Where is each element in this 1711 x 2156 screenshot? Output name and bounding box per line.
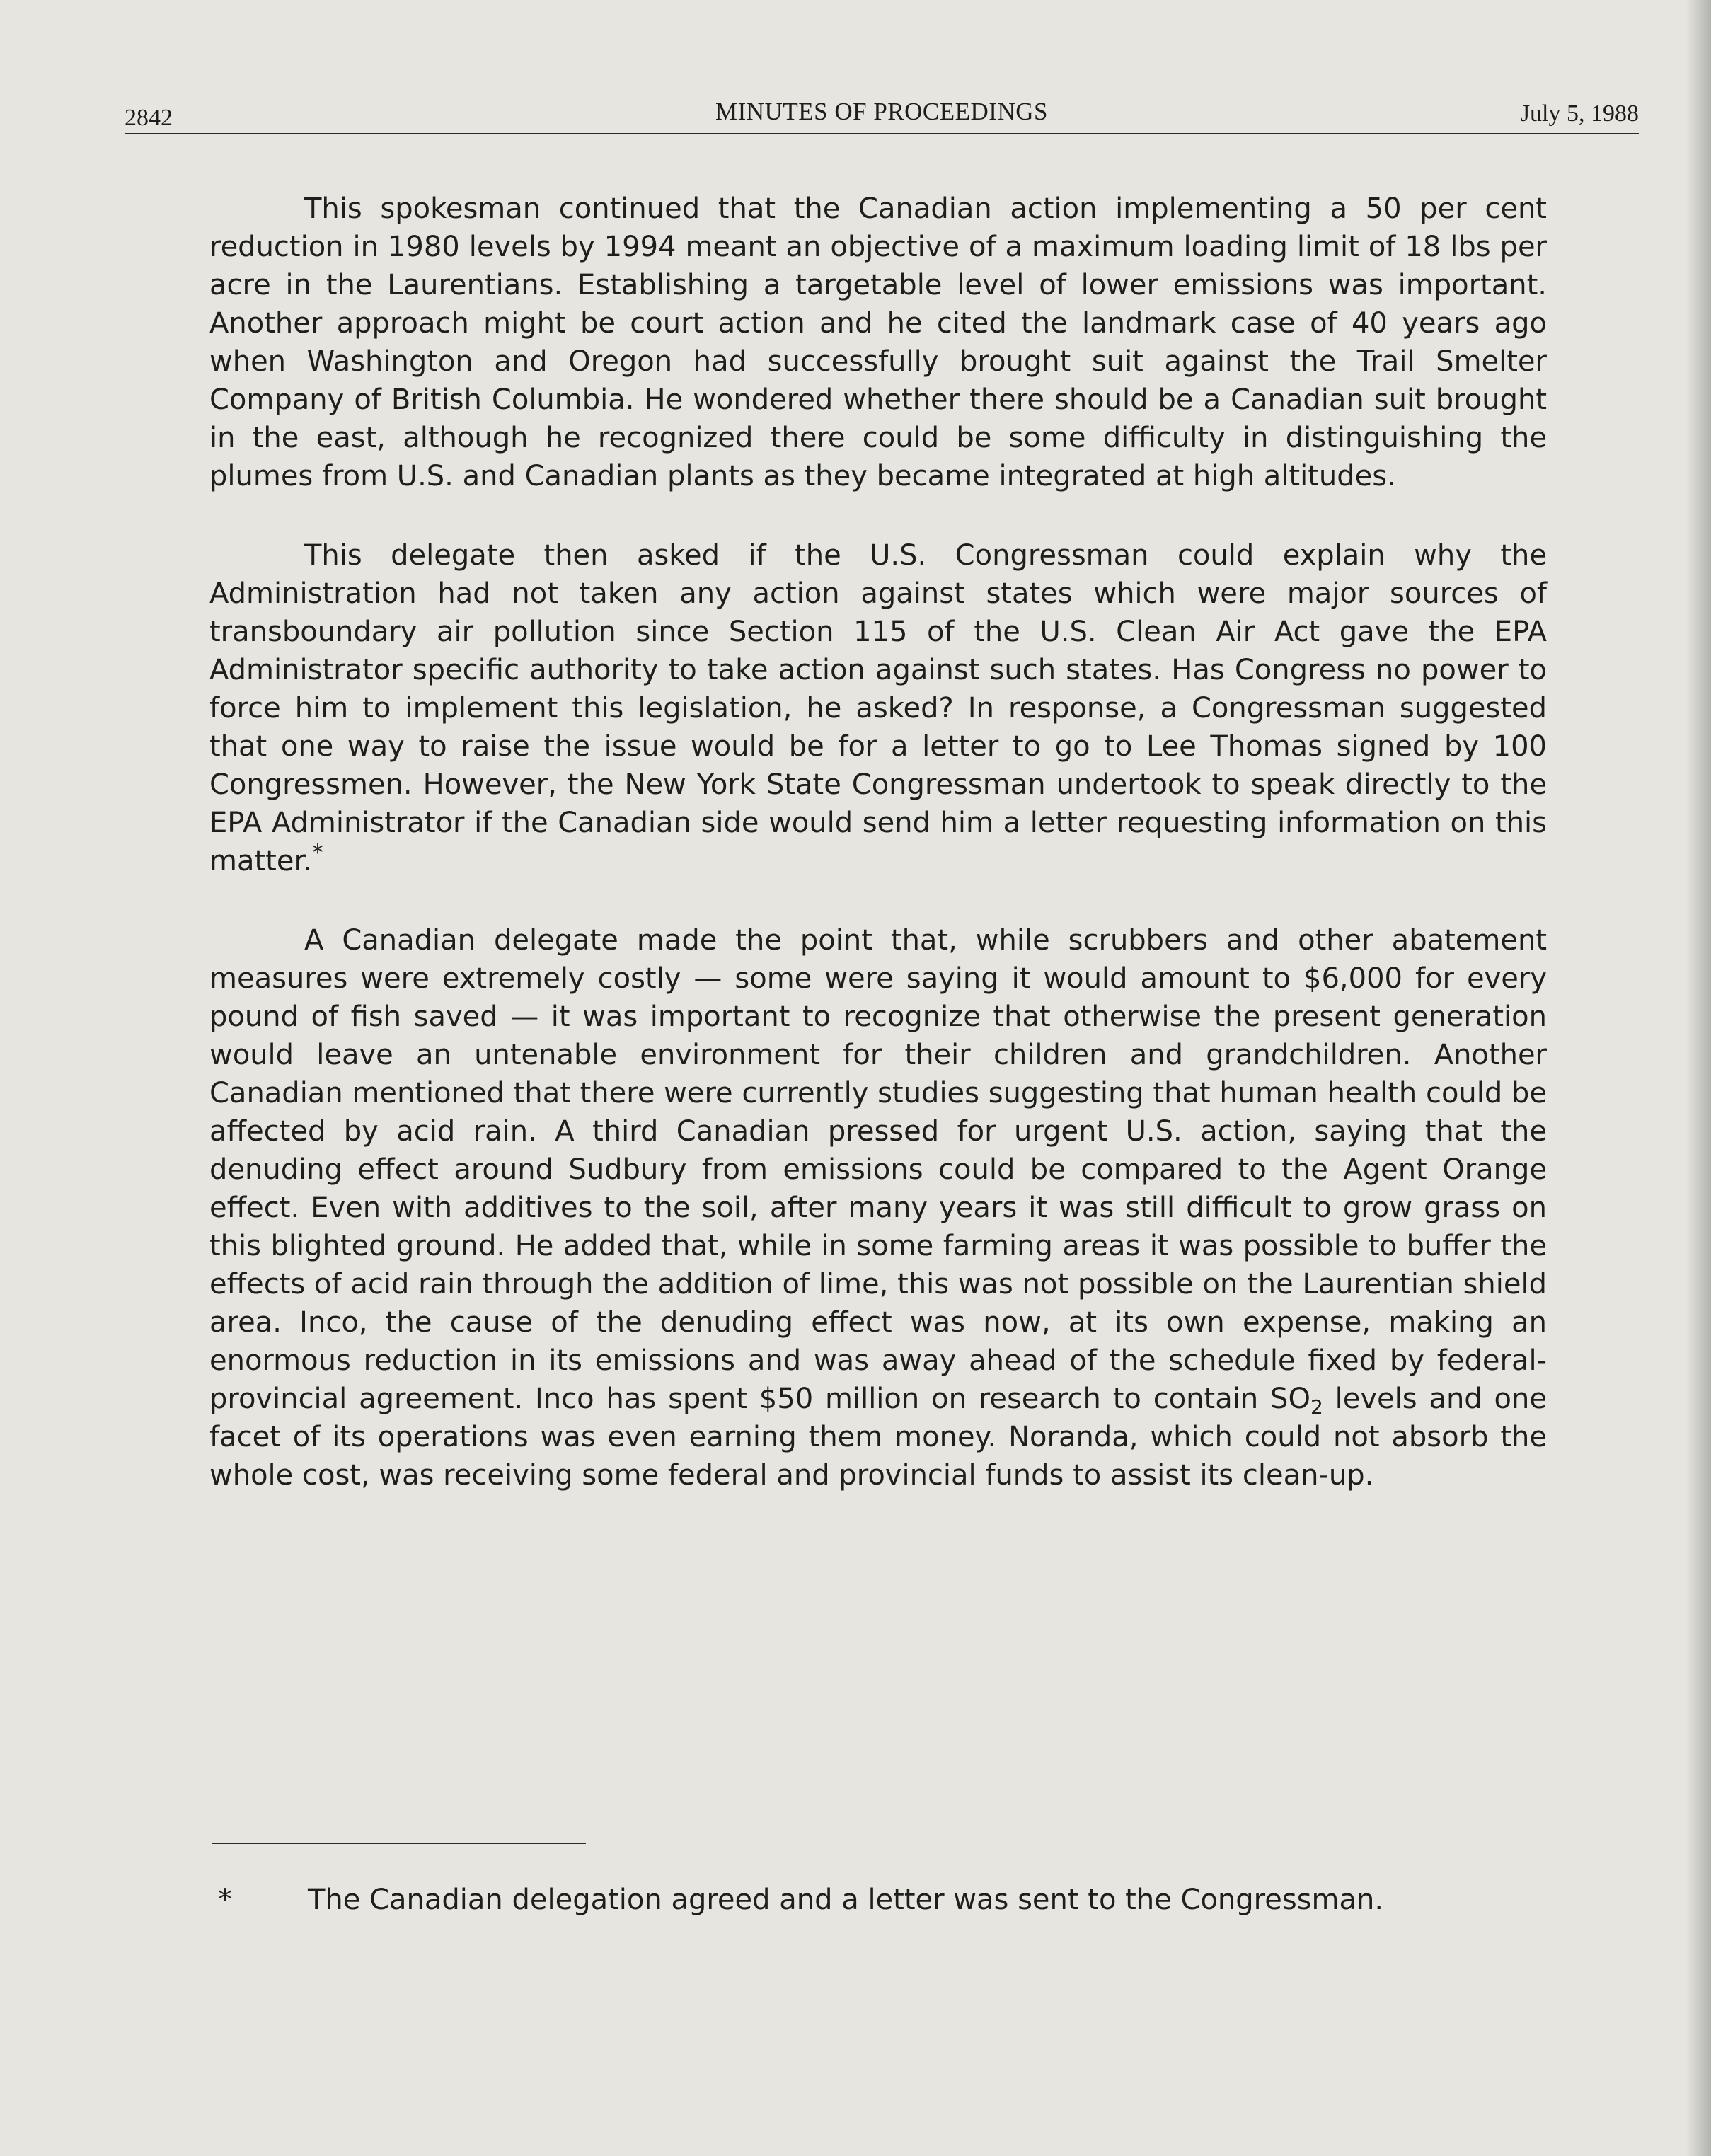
body-text xyxy=(209,190,1547,1535)
paragraph-1 xyxy=(209,190,1547,495)
paragraph-3-text-part-2: levels and one facet of its operations was even earning them money. Noranda, which could not absorb the whole cost, was receiving some federal and provincial funds to assist its clean-up. xyxy=(209,1383,1547,1492)
paragraph-3-text-part-1: A Canadian delegate made the point that, while scrubbers and other abatement measures were extremely costly — some were saying it would amount to $6,000 for every pound of fish saved — it was important to recognize that otherwise the present generation would leave an untenable environment for their children and grandchildren. Another Canadian mentioned that there were currently studies suggesting that human health could be affected by acid rain. A third Canadian pressed for urgent U.S. action, saying that the denuding effect around Sudbury from emissions could be compared to the Agent Orange effect. Even with additives to the soil, after many years it was still difficult to grow grass on this blighted ground. He added that, while in some farming areas it was possible to buffer the effects of acid rain through the addition of lime, this was not possible on the Laurentian shield area. Inco, the cause of the denuding effect was now, at its own expense, making an enormous reduction in its emissions and was away ahead of the schedule fixed by federal-provincial agreement. Inco has spent $50 million on research to contain SO xyxy=(209,924,1547,1415)
header-rule xyxy=(125,133,1639,134)
so2-subscript: 2 xyxy=(1310,1395,1323,1419)
document-title: MINUTES OF PROCEEDINGS xyxy=(715,98,1048,125)
paragraph-2-text: This delegate then asked if the U.S. Congressman could explain why the Administration had not taken any action against states which were major sources of transboundary air pollution since Section 115 of the U.S. Clean Air Act gave the EPA Administrator specific authority to take action against such states. Has Congress no power to force him to implement this legislation, he asked? In response, a Congressman suggested that one way to raise the issue would be for a letter to go to Lee Thomas signed by 100 Congressmen. However, the New York State Congressman undertook to speak directly to the EPA Administrator if the Canadian side would send him a letter requesting information on this matter. xyxy=(209,539,1547,877)
page-number: 2842 xyxy=(125,105,173,131)
footnote xyxy=(218,1881,1562,1919)
paragraph-3 xyxy=(209,921,1547,1494)
running-header xyxy=(125,98,1639,133)
paragraph-2 xyxy=(209,536,1547,880)
footnote-rule xyxy=(212,1843,586,1844)
document-date: July 5, 1988 xyxy=(1520,100,1639,127)
footnote-text: The Canadian delegation agreed and a letter was sent to the Congressman. xyxy=(308,1884,1384,1916)
footnote-reference: * xyxy=(311,838,323,866)
footnote-marker: * xyxy=(218,1884,232,1916)
paragraph-1-text: This spokesman continued that the Canadian action implementing a 50 per cent reduction in 1980 levels by 1994 meant an objective of a maximum loading limit of 18 lbs per acre in the Laurentians. Establishing a targetable level of lower emissions was important. Another approach might be court action and he cited the landmark case of 40 years ago when Washington and Oregon had successfully brought suit against the Trail Smelter Company of British Columbia. He wondered whether there should be a Canadian suit brought in the east, although he recognized there could be some difficulty in distinguishing the plumes from U.S. and Canadian plants as they became integrated at high altitudes. xyxy=(209,192,1547,492)
